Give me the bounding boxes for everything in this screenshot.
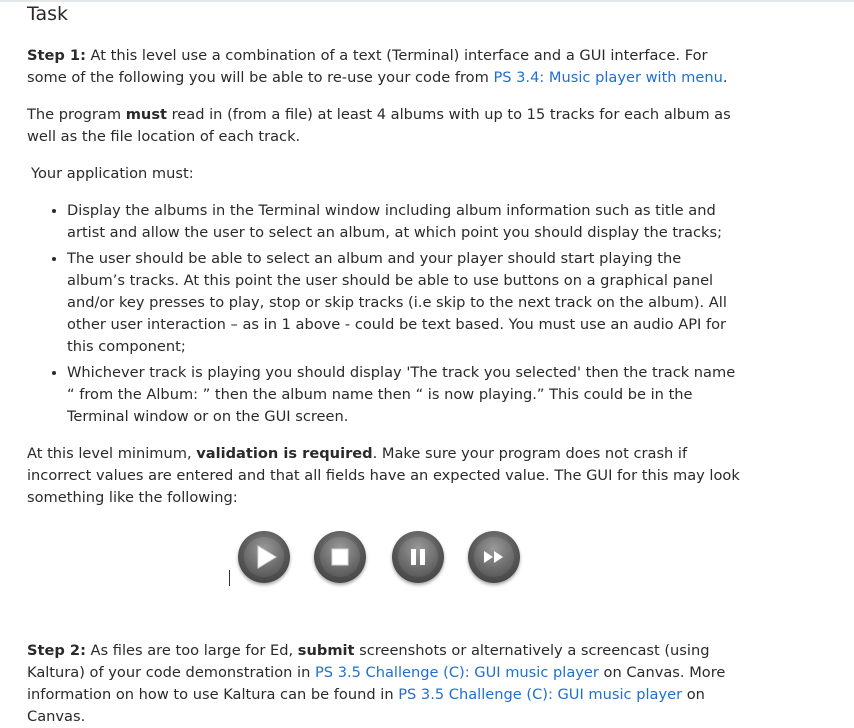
must-paragraph — [27, 104, 742, 148]
fast-forward-button — [468, 531, 520, 583]
para2-post: read in (from a file) at least 4 albums with up to 15 tracks for each album as well as the file location of each track. — [27, 106, 731, 145]
requirements-list — [27, 200, 742, 432]
step2-text3: on Canvas. More information on how to use Kaltura can be found in — [27, 664, 726, 703]
play-icon — [238, 531, 290, 583]
para2-bold: must — [125, 106, 167, 123]
fast-forward-icon — [468, 531, 520, 583]
step2-paragraph — [27, 640, 742, 728]
para4-post: . Make sure your program does not crash if incorrect values are entered and that all fields have an expected value. The GUI for this may look something like the following: — [27, 445, 740, 506]
step1-paragraph — [27, 45, 742, 89]
step2-text4: on Canvas. — [27, 686, 705, 725]
ps35-link-1[interactable]: PS 3.5 Challenge (C): GUI music player — [315, 664, 599, 681]
requirements-intro: Your application must: — [31, 165, 194, 182]
gui-controls-image — [238, 527, 528, 587]
para4-pre: At this level minimum, — [27, 445, 197, 462]
pause-icon — [392, 531, 444, 583]
page-title: Task — [27, 3, 69, 25]
stop-icon — [314, 531, 366, 583]
ps34-link[interactable]: PS 3.4: Music player with menu — [493, 69, 723, 86]
list-item: • Whichever track is playing you should display 'The track you selected' then the track name “ from the Album: ” then the album name then “ is now playing.” This could be in the Terminal window or on the GUI screen. — [67, 362, 742, 428]
top-divider — [0, 0, 854, 2]
step2-bold: submit — [297, 642, 355, 659]
step2-label: Step 2: — [27, 642, 86, 659]
play-button — [238, 531, 290, 583]
para2-pre: The program — [27, 106, 126, 123]
ps35-link-2[interactable]: PS 3.5 Challenge (C): GUI music player — [398, 686, 683, 703]
step2-text1: As files are too large for Ed, — [85, 642, 298, 659]
step1-text: At this level use a combination of a text (Terminal) interface and a GUI interface. For some of the following you will be able to re-use your code from — [27, 47, 708, 86]
step2-text2: screenshots or alternatively a screencast (using Kaltura) of your code demonstration in — [27, 642, 710, 681]
step1-label: Step 1: — [27, 47, 86, 64]
stop-button — [314, 531, 366, 583]
step1-tail: . — [722, 69, 728, 86]
list-item: • The user should be able to select an album and your player should start playing the album’s tracks. At this point the user should be able to use buttons on a graphical panel and/or key presses to play, stop or skip tracks (i.e skip to the next track on the album). All other user interaction – as in 1 above - could be text based. You must use an audio API for this component; — [67, 248, 742, 358]
list-item: • Display the albums in the Terminal window including album information such as title and artist and allow the user to select an album, at which point you should display the tracks; — [67, 200, 742, 244]
para4-bold: validation is required — [196, 445, 373, 462]
pause-button — [392, 531, 444, 583]
validation-paragraph — [27, 443, 742, 509]
text-cursor — [229, 570, 230, 586]
